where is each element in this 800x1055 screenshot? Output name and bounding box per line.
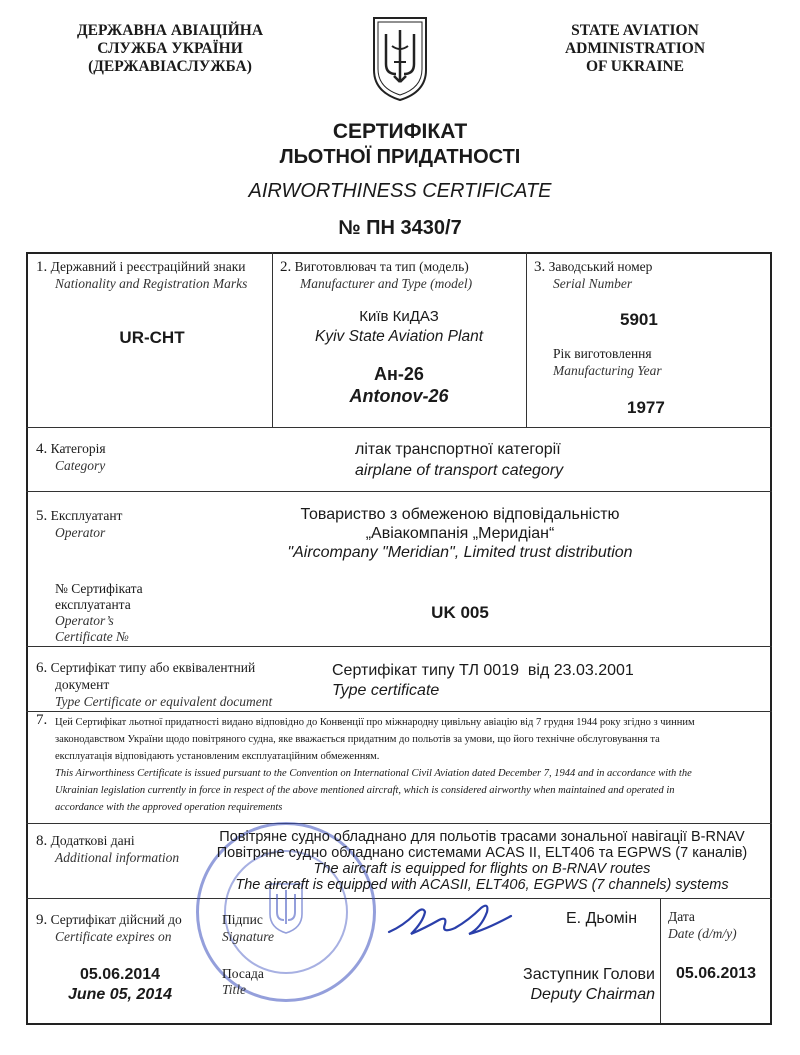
position-label-en: Title <box>222 982 247 997</box>
box2-label <box>280 259 524 275</box>
year-label-ua: Рік виготовлення <box>553 346 652 361</box>
title-line-1: СЕРТИФІКАТ <box>332 120 468 143</box>
box1-label <box>36 259 268 275</box>
type-certificate-en: Type certificate <box>332 682 440 699</box>
operator-certificate-number: UK 005 <box>431 603 489 622</box>
box8-label-ua: Додаткові дані <box>50 833 135 848</box>
divider-h-2 <box>26 491 772 492</box>
issuer-ua-line-1: ДЕРЖАВНА АВІАЦІЙНА <box>76 22 264 39</box>
serial-number: 5901 <box>620 310 658 329</box>
signer-position-ua: Заступник Голови <box>523 966 655 983</box>
additional-info-en-2: The aircraft is equipped with ACASII, ELT406, EGPWS (7 channels) systems <box>235 877 729 893</box>
position-label-ua: Посада <box>222 966 264 981</box>
operator-cert-label-en-1: Operator’s <box>55 613 114 628</box>
box7-text-ua-3: експлуатація відповідають установленим експлуатаційним обмеженням. <box>55 751 380 762</box>
box5-number: 5. <box>36 508 48 524</box>
issuer-en-line-1: STATE AVIATION <box>571 22 699 39</box>
operator-cert-label-en-2: Certificate № <box>55 629 129 644</box>
divider-h-5 <box>26 823 772 824</box>
issue-date: 05.06.2013 <box>675 965 757 982</box>
divider-h-4 <box>26 711 772 712</box>
additional-info-ua-2: Повітряне судно обладнано системами ACAS II, ELT406 та EGPWS (7 каналів) <box>216 845 748 861</box>
aircraft-type-ua: Ан-26 <box>374 364 424 384</box>
expiry-date: 05.06.2014 <box>79 966 161 983</box>
operator-en: "Aircompany "Meridian", Limited trust distribution <box>287 544 633 561</box>
box9-label-en: Certificate expires on <box>55 929 172 944</box>
manufacturing-year: 1977 <box>627 398 665 417</box>
box9-label <box>36 912 182 928</box>
box6-label-ua-2: документ <box>55 677 110 692</box>
box4-label-ua: Категорія <box>50 441 106 456</box>
issuer-en-line-3: OF UKRAINE <box>585 58 685 75</box>
box1-number: 1. <box>36 259 48 275</box>
issuer-ua-line-2: СЛУЖБА УКРАЇНИ <box>97 40 243 57</box>
date-label-en: Date (d/m/y) <box>668 926 737 941</box>
box6-label-ua-1: Сертифікат типу або еквівалентний <box>50 660 256 675</box>
additional-info-en-1: The aircraft is equipped for flights on B-RNAV routes <box>313 861 651 877</box>
box9-number: 9. <box>36 912 48 928</box>
box6-label-en: Type Certificate or equivalent document <box>55 694 273 709</box>
year-label-en: Manufacturing Year <box>553 363 662 378</box>
divider-h-3 <box>26 646 772 647</box>
type-certificate-ua: Сертифікат типу ТЛ 0019 від 23.03.2001 <box>332 662 634 679</box>
operator-ua-line-1: Товариство з обмеженою відповідальністю <box>300 506 620 523</box>
box6-label <box>36 660 255 676</box>
registration-marks: UR-CHT <box>119 328 185 347</box>
date-label-ua: Дата <box>668 909 695 924</box>
box3-label <box>534 259 766 275</box>
divider-h-1 <box>26 427 772 428</box>
manufacturer-en: Kyiv State Aviation Plant <box>314 328 483 345</box>
box8-label-en: Additional information <box>55 850 180 865</box>
box4-label <box>36 441 106 457</box>
box8-number: 8. <box>36 833 48 849</box>
box9-label-ua: Сертифікат дійсний до <box>50 912 182 927</box>
certificate-number: № ПН 3430/7 <box>338 217 462 239</box>
manufacturer-ua: Київ КиДАЗ <box>359 308 439 325</box>
box1-label-en: Nationality and Registration Marks <box>55 276 248 291</box>
box2-number: 2. <box>280 259 292 275</box>
signature-label-en: Signature <box>222 929 274 944</box>
aircraft-type-en: Antonov-26 <box>349 386 449 406</box>
issuer-en-line-2: ADMINISTRATION <box>564 40 706 57</box>
box4-label-en: Category <box>55 458 106 473</box>
box3-label-en: Serial Number <box>553 276 633 291</box>
box3-label-ua: Заводський номер <box>548 259 653 274</box>
box8-label <box>36 833 135 849</box>
box2-label-ua: Виготовлювач та тип (модель) <box>294 259 469 274</box>
box7-text-ua-1: Цей Сертифікат льотної придатності видано відповідно до Конвенції про міжнародну цивільну авіацію від 7 грудня 1944 року згідно з чинним <box>55 717 695 728</box>
box5-label-en: Operator <box>55 525 106 540</box>
box4-number: 4. <box>36 441 48 457</box>
signature-label-ua: Підпис <box>222 912 263 927</box>
operator-ua-line-2: „Авіакомпанія „Меридіан“ <box>365 525 555 542</box>
title-english: AIRWORTHINESS CERTIFICATE <box>248 180 552 202</box>
category-en: airplane of transport category <box>355 462 564 479</box>
box3-number: 3. <box>534 259 546 275</box>
coat-of-arms-icon <box>368 12 432 104</box>
box7-number: 7. <box>36 712 48 728</box>
signer-position-en: Deputy Chairman <box>530 986 655 1003</box>
category-ua: літак транспортної категорії <box>355 441 561 458</box>
box6-number: 6. <box>36 660 48 676</box>
signature-icon <box>385 898 515 944</box>
divider-v-1 <box>272 252 273 427</box>
box7-text-ua-2: законодавством України щодо повітряного судна, яке вважається придатним до польотів за умови, що його технічне обслуговування та <box>55 734 660 745</box>
box5-label-ua: Експлуатант <box>50 508 123 523</box>
divider-v-2 <box>526 252 527 427</box>
title-line-2: ЛЬОТНОЇ ПРИДАТНОСТІ <box>279 146 521 168</box>
box5-label <box>36 508 122 524</box>
box2-label-en: Manufacturer and Type (model) <box>300 276 473 291</box>
issuer-ua-line-3: (ДЕРЖАВІАСЛУЖБА) <box>88 58 252 75</box>
box7-text-en-2: Ukrainian legislation currently in force in respect of the above mentioned aircraft, which is considered airworthy when maintained and operated in <box>55 785 675 796</box>
signer-name: Е. Дьомін <box>566 910 638 927</box>
box7-text-en-3: accordance with the approved operation requirements <box>55 802 283 813</box>
issuer-name-ua <box>40 22 300 76</box>
issuer-name-en <box>520 22 750 76</box>
expiry-date-en: June 05, 2014 <box>67 986 173 1003</box>
box1-label-ua: Державний і реєстраційний знаки <box>50 259 246 274</box>
divider-v-date <box>660 898 661 1023</box>
additional-info-ua-1: Повітряне судно обладнано для польотів трасами зональної навігації B-RNAV <box>219 829 745 845</box>
box7-text-en-1: This Airworthiness Certificate is issued pursuant to the Convention on International Civil Aviation dated December 7, 1944 and in accordance with the <box>55 768 692 779</box>
operator-cert-label-ua-2: експлуатанта <box>55 597 131 612</box>
operator-cert-label-ua-1: № Сертифіката <box>55 581 143 596</box>
